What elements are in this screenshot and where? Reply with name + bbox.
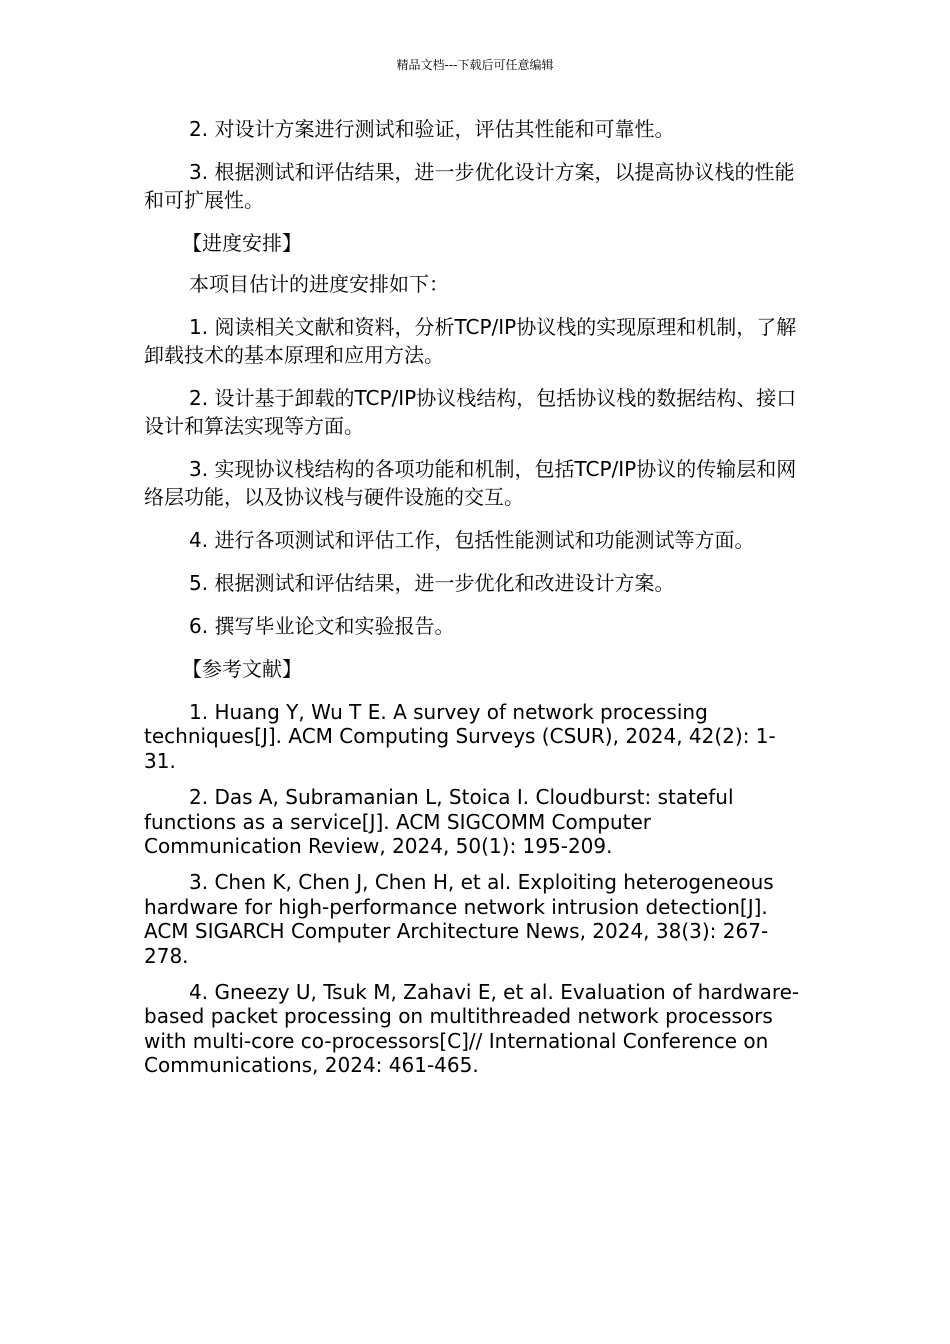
- reference-item: 2. Das A, Subramanian L, Stoica I. Cloudburst: stateful functions as a service[J]. ACM SIGCOMM Computer Communication Review, 2024, 50(1): 195-209.: [144, 785, 734, 859]
- paragraph-optimize-design: 3. 根据测试和评估结果，进一步优化设计方案，以提高协议栈的性能和可扩展性。: [144, 160, 795, 212]
- paragraph-test-validate: 2. 对设计方案进行测试和验证，评估其性能和可靠性。: [189, 117, 675, 141]
- schedule-item: 5. 根据测试和评估结果，进一步优化和改进设计方案。: [189, 571, 675, 595]
- document-body: [144, 115, 804, 1090]
- reference-item: 3. Chen K, Chen J, Chen H, et al. Exploiting heterogeneous hardware for high-performance network intrusion detection[J]. ACM SIGARCH Computer Architecture News, 2024, 38(3): 267-278.: [144, 870, 774, 968]
- reference-item: 4. Gneezy U, Tsuk M, Zahavi E, et al. Evaluation of hardware-based packet processing on multithreaded network processors with multi-core co-processors[C]// International Conference on Communications, 2024: 461-465.: [144, 980, 800, 1078]
- schedule-item: 1. 阅读相关文献和资料，分析TCP/IP协议栈的实现原理和机制，了解卸载技术的基本原理和应用方法。: [144, 315, 797, 367]
- schedule-lead: 本项目估计的进度安排如下：: [189, 272, 449, 296]
- schedule-item: 2. 设计基于卸载的TCP/IP协议栈结构，包括协议栈的数据结构、接口设计和算法实现等方面。: [144, 386, 797, 438]
- section-heading-references: 【参考文献】: [182, 657, 302, 681]
- section-heading-schedule: 【进度安排】: [182, 231, 302, 255]
- reference-item: 1. Huang Y, Wu T E. A survey of network processing techniques[J]. ACM Computing Surveys (CSUR), 2024, 42(2): 1-31.: [144, 700, 776, 773]
- schedule-item: 3. 实现协议栈结构的各项功能和机制，包括TCP/IP协议的传输层和网络层功能，以及协议栈与硬件设施的交互。: [144, 457, 797, 509]
- page-header: 精品文档---下载后可任意编辑: [396, 58, 554, 72]
- schedule-item: 6. 撰写毕业论文和实验报告。: [189, 614, 455, 638]
- schedule-item: 4. 进行各项测试和评估工作，包括性能测试和功能测试等方面。: [189, 528, 755, 552]
